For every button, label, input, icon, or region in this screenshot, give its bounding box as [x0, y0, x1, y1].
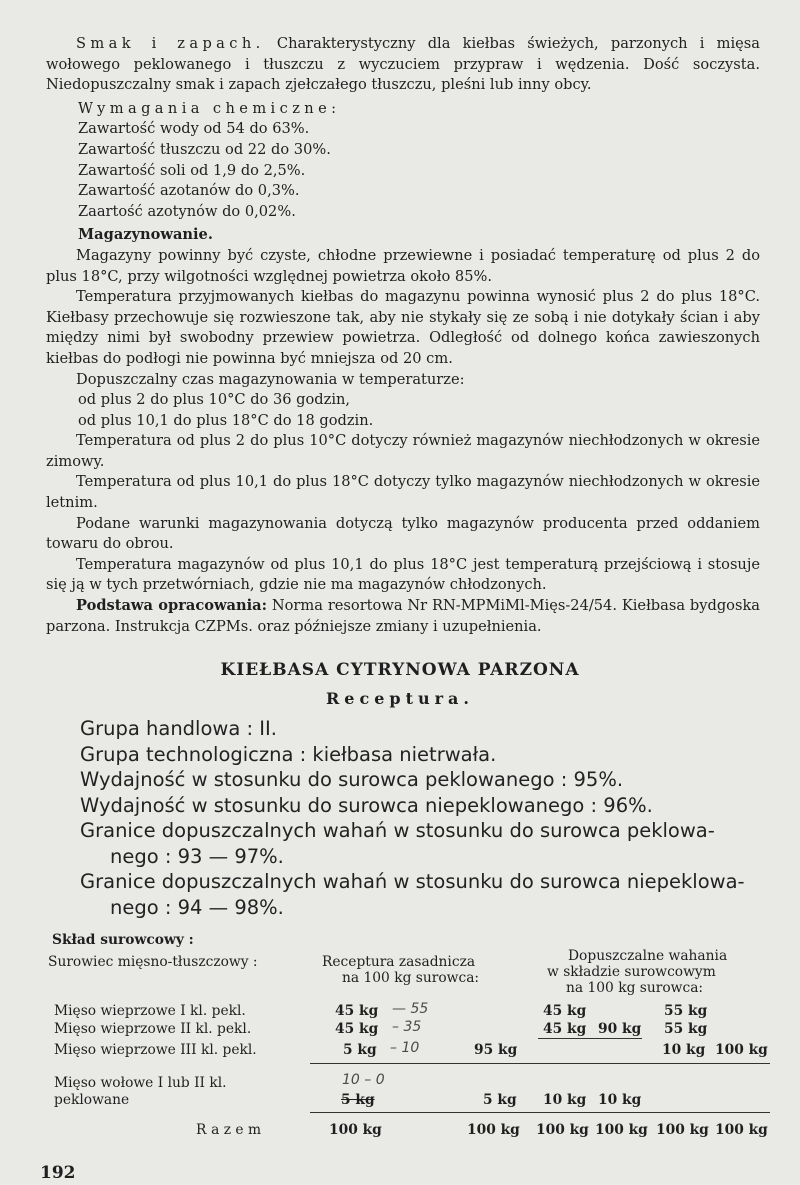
chem-item-water: Zawartość wody od 54 do 63%. — [78, 120, 310, 138]
sklad-heading: Skład surowcowy : — [52, 932, 194, 948]
podstawa-text: Norma resortowa Nr RN-MPMiMl-Mięs-24/54. Kiełbasa bydgoska parzona. Instrukcja CZPMs. oraz późniejsze zmiany i uzupełnienia. — [46, 597, 760, 635]
row-w3: 55 kg — [664, 1021, 708, 1037]
recipe-title: KIEŁBASA CYTRYNOWA PARZONA — [220, 660, 580, 680]
smak-paragraph — [0, 34, 800, 96]
razem-value: 100 kg — [536, 1122, 589, 1138]
smak-heading: Smak i zapach. — [76, 35, 265, 52]
razem-value: 100 kg — [329, 1122, 382, 1138]
col-header-wahania-3: na 100 kg surowca: — [566, 980, 704, 996]
row-name: Mięso wieprzowe III kl. pekl. — [54, 1042, 257, 1058]
row-base: 45 kg — [335, 1003, 379, 1019]
row-w2: 10 kg — [598, 1092, 642, 1108]
razem-value: 100 kg — [656, 1122, 709, 1138]
mag-paragraph-5: Temperatura od plus 10,1 do plus 18°C dotyczy tylko magazynów niechłodzonych w okresie letnim. — [46, 473, 760, 512]
smak-text: Charakterystyczny dla kiełbas świeżych, parzonych i mięsa wołowego peklowanego i tłuszczu z wyczuciem przypraw i wędzenia. Dość soczysta. Niedopuszczalny smak i zapach zjełczałego tłuszczu, pleśni lub inny obcy. — [46, 35, 760, 94]
chem-item-salt: Zawartość soli od 1,9 do 2,5%. — [78, 161, 306, 179]
razem-label: Razem — [196, 1122, 266, 1138]
mag-paragraph-7: Temperatura magazynów od plus 10,1 do plus 18°C jest temperaturą przejściową i stosuje się ją w tych przetwórniach, gdzie nie ma magazynów chłodzonych. — [46, 555, 760, 594]
razem-value: 100 kg — [467, 1122, 520, 1138]
row-base: 45 kg — [335, 1021, 379, 1037]
podstawa-label: Podstawa opracowania: — [76, 597, 267, 615]
row-name-wol: Mięso wołowe I lub II kl. — [54, 1075, 227, 1091]
mag-heading: Magazynowanie. — [78, 226, 213, 244]
mag-paragraph-1: Magazyny powinny być czyste, chłodne przewiewne i posiadać temperaturę od plus 2 do plus 18°C, przy wilgotności względnej powietrza około 85%. — [46, 246, 760, 285]
row-sub: 95 kg — [474, 1042, 518, 1058]
row-handwritten: — 55 — [392, 1001, 429, 1017]
mag-paragraph-2: Temperatura przyjmowanych kiełbas do magazynu powinna wynosić plus 2 do plus 18°C. Kiełbasy przechowuje się rozwieszone tak, aby nie stykały się ze sobą i nie dotykały ścian i aby między nimi był swobodny przewiew powietrza. Odległość od dolnego końca zawieszonych kiełbas do podłogi nie powinna być mniejsza od 20 cm. — [46, 288, 760, 367]
chem-heading: Wymagania chemiczne: — [78, 99, 341, 117]
mag-line-1: od plus 2 do plus 10°C do 36 godzin, — [78, 391, 351, 409]
col-header-receptura-2: na 100 kg surowca: — [342, 970, 480, 986]
col-header-wahania: Dopuszczalne wahania — [568, 948, 728, 964]
row-name-wol-2: peklowane — [54, 1092, 130, 1108]
chem-item-nitrite: Zaartość azotynów do 0,02%. — [78, 202, 296, 220]
row-w1: 45 kg — [543, 1003, 587, 1019]
row-handwritten: – 35 — [392, 1019, 422, 1035]
row-w1: 45 kg — [543, 1021, 587, 1037]
col-header-wahania-2: w składzie surowcowym — [547, 964, 716, 980]
row-name: Mięso wieprzowe II kl. pekl. — [54, 1021, 252, 1037]
subtotal-rule — [538, 1038, 642, 1039]
row-w1: 10 kg — [543, 1092, 587, 1108]
razem-value: 100 kg — [595, 1122, 648, 1138]
row-handwritten: 10 – 0 — [342, 1072, 385, 1088]
recipe-info — [80, 716, 770, 920]
row-w3: 10 kg — [662, 1042, 706, 1058]
col-header-surowiec: Surowiec mięsno-tłuszczowy : — [48, 954, 258, 970]
info-granice-peklowany: Granice dopuszczalnych wahań w stosunku do surowca peklowa- — [80, 819, 715, 842]
row-name: Mięso wieprzowe I kl. pekl. — [54, 1003, 246, 1019]
section-rule — [310, 1063, 770, 1064]
row-sub: 5 kg — [483, 1092, 517, 1108]
info-granice-niepeklowany-cont: nego : 94 — 98%. — [110, 895, 284, 919]
row-base: 5 kg — [343, 1042, 377, 1058]
row-w3: 55 kg — [664, 1003, 708, 1019]
row-w4: 100 kg — [715, 1042, 768, 1058]
info-grupa-technologiczna: Grupa technologiczna : kiełbasa nietrwała. — [80, 742, 497, 766]
text-section — [0, 34, 800, 637]
info-wydajnosc-peklowany: Wydajność w stosunku do surowca peklowanego : 95%. — [80, 768, 624, 791]
info-granice-niepeklowany: Granice dopuszczalnych wahań w stosunku do surowca niepeklowa- — [80, 870, 745, 893]
info-granice-peklowany-cont: nego : 93 — 97%. — [110, 844, 284, 868]
section-rule — [310, 1112, 770, 1113]
chem-item-nitrate: Zawartość azotanów do 0,3%. — [78, 182, 300, 200]
info-wydajnosc-niepeklowany: Wydajność w stosunku do surowca niepeklowanego : 96%. — [80, 793, 653, 817]
col-header-receptura: Receptura zasadnicza — [322, 954, 476, 970]
mag-paragraph-4: Temperatura od plus 2 do plus 10°C dotyczy również magazynów niechłodzonych w okresie zimowy. — [46, 432, 760, 470]
page-number: 192 — [40, 1163, 76, 1183]
mag-paragraph-3: Dopuszczalny czas magazynowania w temperaturze: — [76, 370, 465, 388]
row-handwritten: – 10 — [390, 1040, 420, 1056]
podstawa-paragraph — [0, 596, 800, 637]
row-base: 5 kg — [341, 1092, 375, 1108]
chem-item-fat: Zawartość tłuszczu od 22 do 30%. — [78, 140, 331, 158]
mag-paragraph-6: Podane warunki magazynowania dotyczą tylko magazynów producenta przed oddaniem towaru do obrou. — [46, 514, 760, 553]
info-grupa-handlowa: Grupa handlowa : II. — [80, 717, 277, 740]
mag-line-2: od plus 10,1 do plus 18°C do 18 godzin. — [78, 411, 374, 429]
recipe-subtitle: Receptura. — [326, 689, 474, 708]
row-w2: 90 kg — [598, 1021, 642, 1037]
razem-value: 100 kg — [715, 1122, 768, 1138]
